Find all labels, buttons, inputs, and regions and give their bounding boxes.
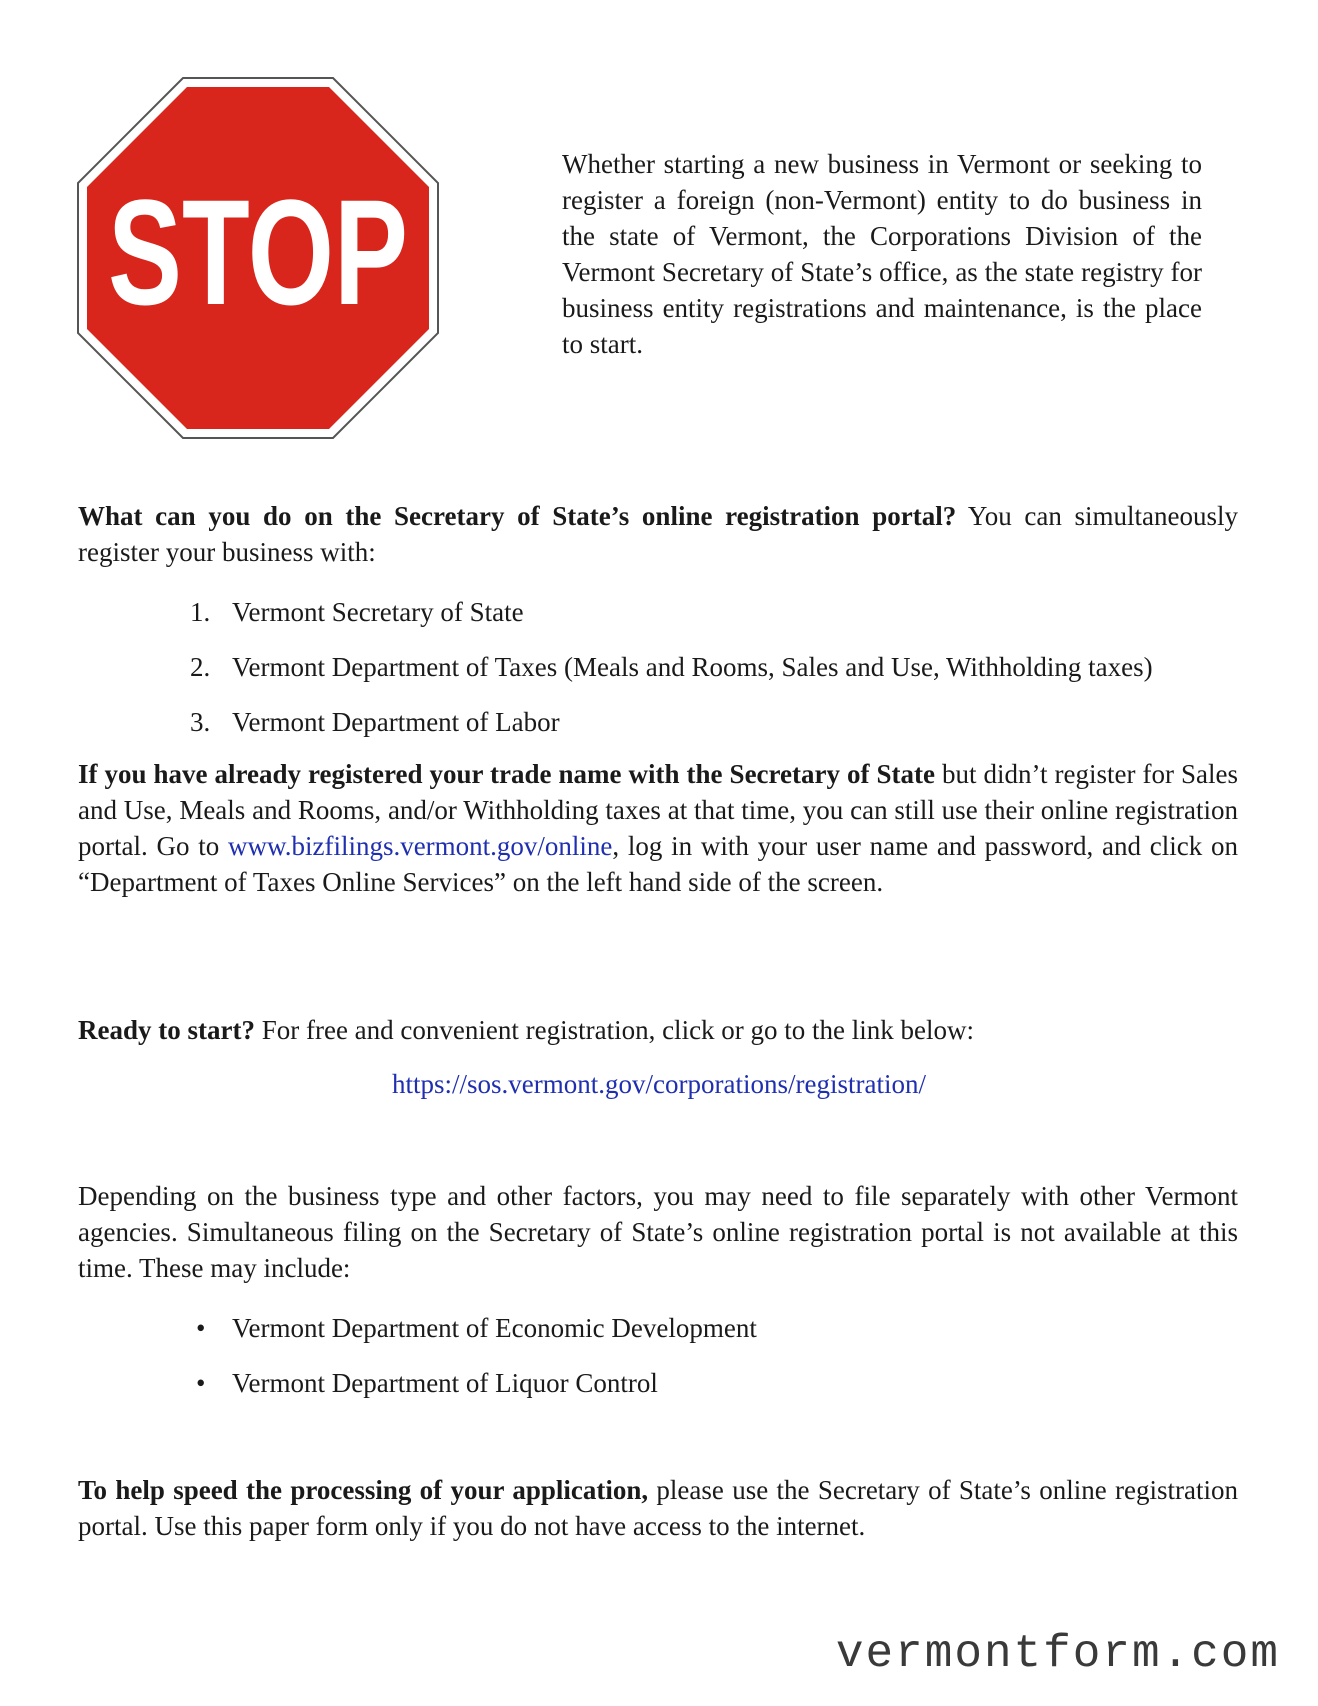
ready-text: For free and convenient registration, click or go to the link below: xyxy=(254,1015,975,1045)
list-item-text: Vermont Secretary of State xyxy=(232,597,524,627)
bullet: • xyxy=(196,1313,206,1343)
registration-link-line xyxy=(0,1066,1318,1102)
watermark: vermontform.com xyxy=(835,1628,1280,1680)
already-text: but didn’t register for Sales and Use, Meals and Rooms, and/or Withholding taxes at that time, you can still use their online registration portal. Go to xyxy=(78,759,1238,861)
list-number: 3. xyxy=(190,707,211,737)
list-item xyxy=(190,1365,1250,1420)
other-agencies-list xyxy=(190,1310,1250,1420)
bizfilings-link[interactable]: www.bizfilings.vermont.gov/online xyxy=(227,831,613,861)
portal-agency-list xyxy=(190,594,1250,759)
already-registered-bold: If you have already registered your trade name with the Secretary of State xyxy=(78,759,935,789)
stop-sign-text: STOP xyxy=(108,168,408,336)
list-item-text: Vermont Department of Taxes (Meals and Rooms, Sales and Use, Withholding taxes) xyxy=(232,652,1153,682)
list-item-text: Vermont Department of Labor xyxy=(232,707,560,737)
list-number: 2. xyxy=(190,652,211,682)
portal-paragraph xyxy=(78,498,1238,570)
list-item xyxy=(190,1310,1250,1365)
portal-question: What can you do on the Secretary of State’s online registration portal? xyxy=(78,501,957,531)
speed-paragraph xyxy=(78,1472,1238,1544)
bullet: • xyxy=(196,1368,206,1398)
ready-paragraph xyxy=(78,1012,1238,1048)
list-item xyxy=(190,594,1250,649)
list-number: 1. xyxy=(190,597,211,627)
speed-text: please use the Secretary of State’s online registration portal. Use this paper form only if you do not have access to the internet. xyxy=(78,1475,1239,1541)
intro-paragraph: Whether starting a new business in Vermont or seeking to register a foreign (non-Vermont) entity to do business in the state of Vermont, the Corporations Division of the Vermont Secretary of State’s office, as the state registry for business entity registrations and maintenance, is the place to start. xyxy=(562,149,1202,359)
list-item-text: Vermont Department of Liquor Control xyxy=(232,1368,658,1398)
list-item xyxy=(190,704,1250,759)
portal-answer: You can simultaneously register your business with: xyxy=(78,501,1238,567)
registration-link[interactable]: https://sos.vermont.gov/corporations/registration/ xyxy=(392,1069,926,1099)
stop-sign-image xyxy=(78,78,438,438)
list-item-text: Vermont Department of Economic Development xyxy=(232,1313,757,1343)
ready-bold: Ready to start? xyxy=(78,1015,255,1045)
already-registered-paragraph xyxy=(78,756,1238,900)
already-text-end: , log in with your user name and password, and click on “Department of Taxes Online Services” on the left hand side of the screen. xyxy=(78,831,1238,897)
list-item xyxy=(190,649,1250,704)
depending-paragraph: Depending on the business type and other factors, you may need to file separately with other Vermont agencies. Simultaneous filing on the Secretary of State’s online registration portal is not available at this time. These may include: xyxy=(78,1181,1238,1283)
speed-bold: To help speed the processing of your application, xyxy=(78,1475,649,1505)
